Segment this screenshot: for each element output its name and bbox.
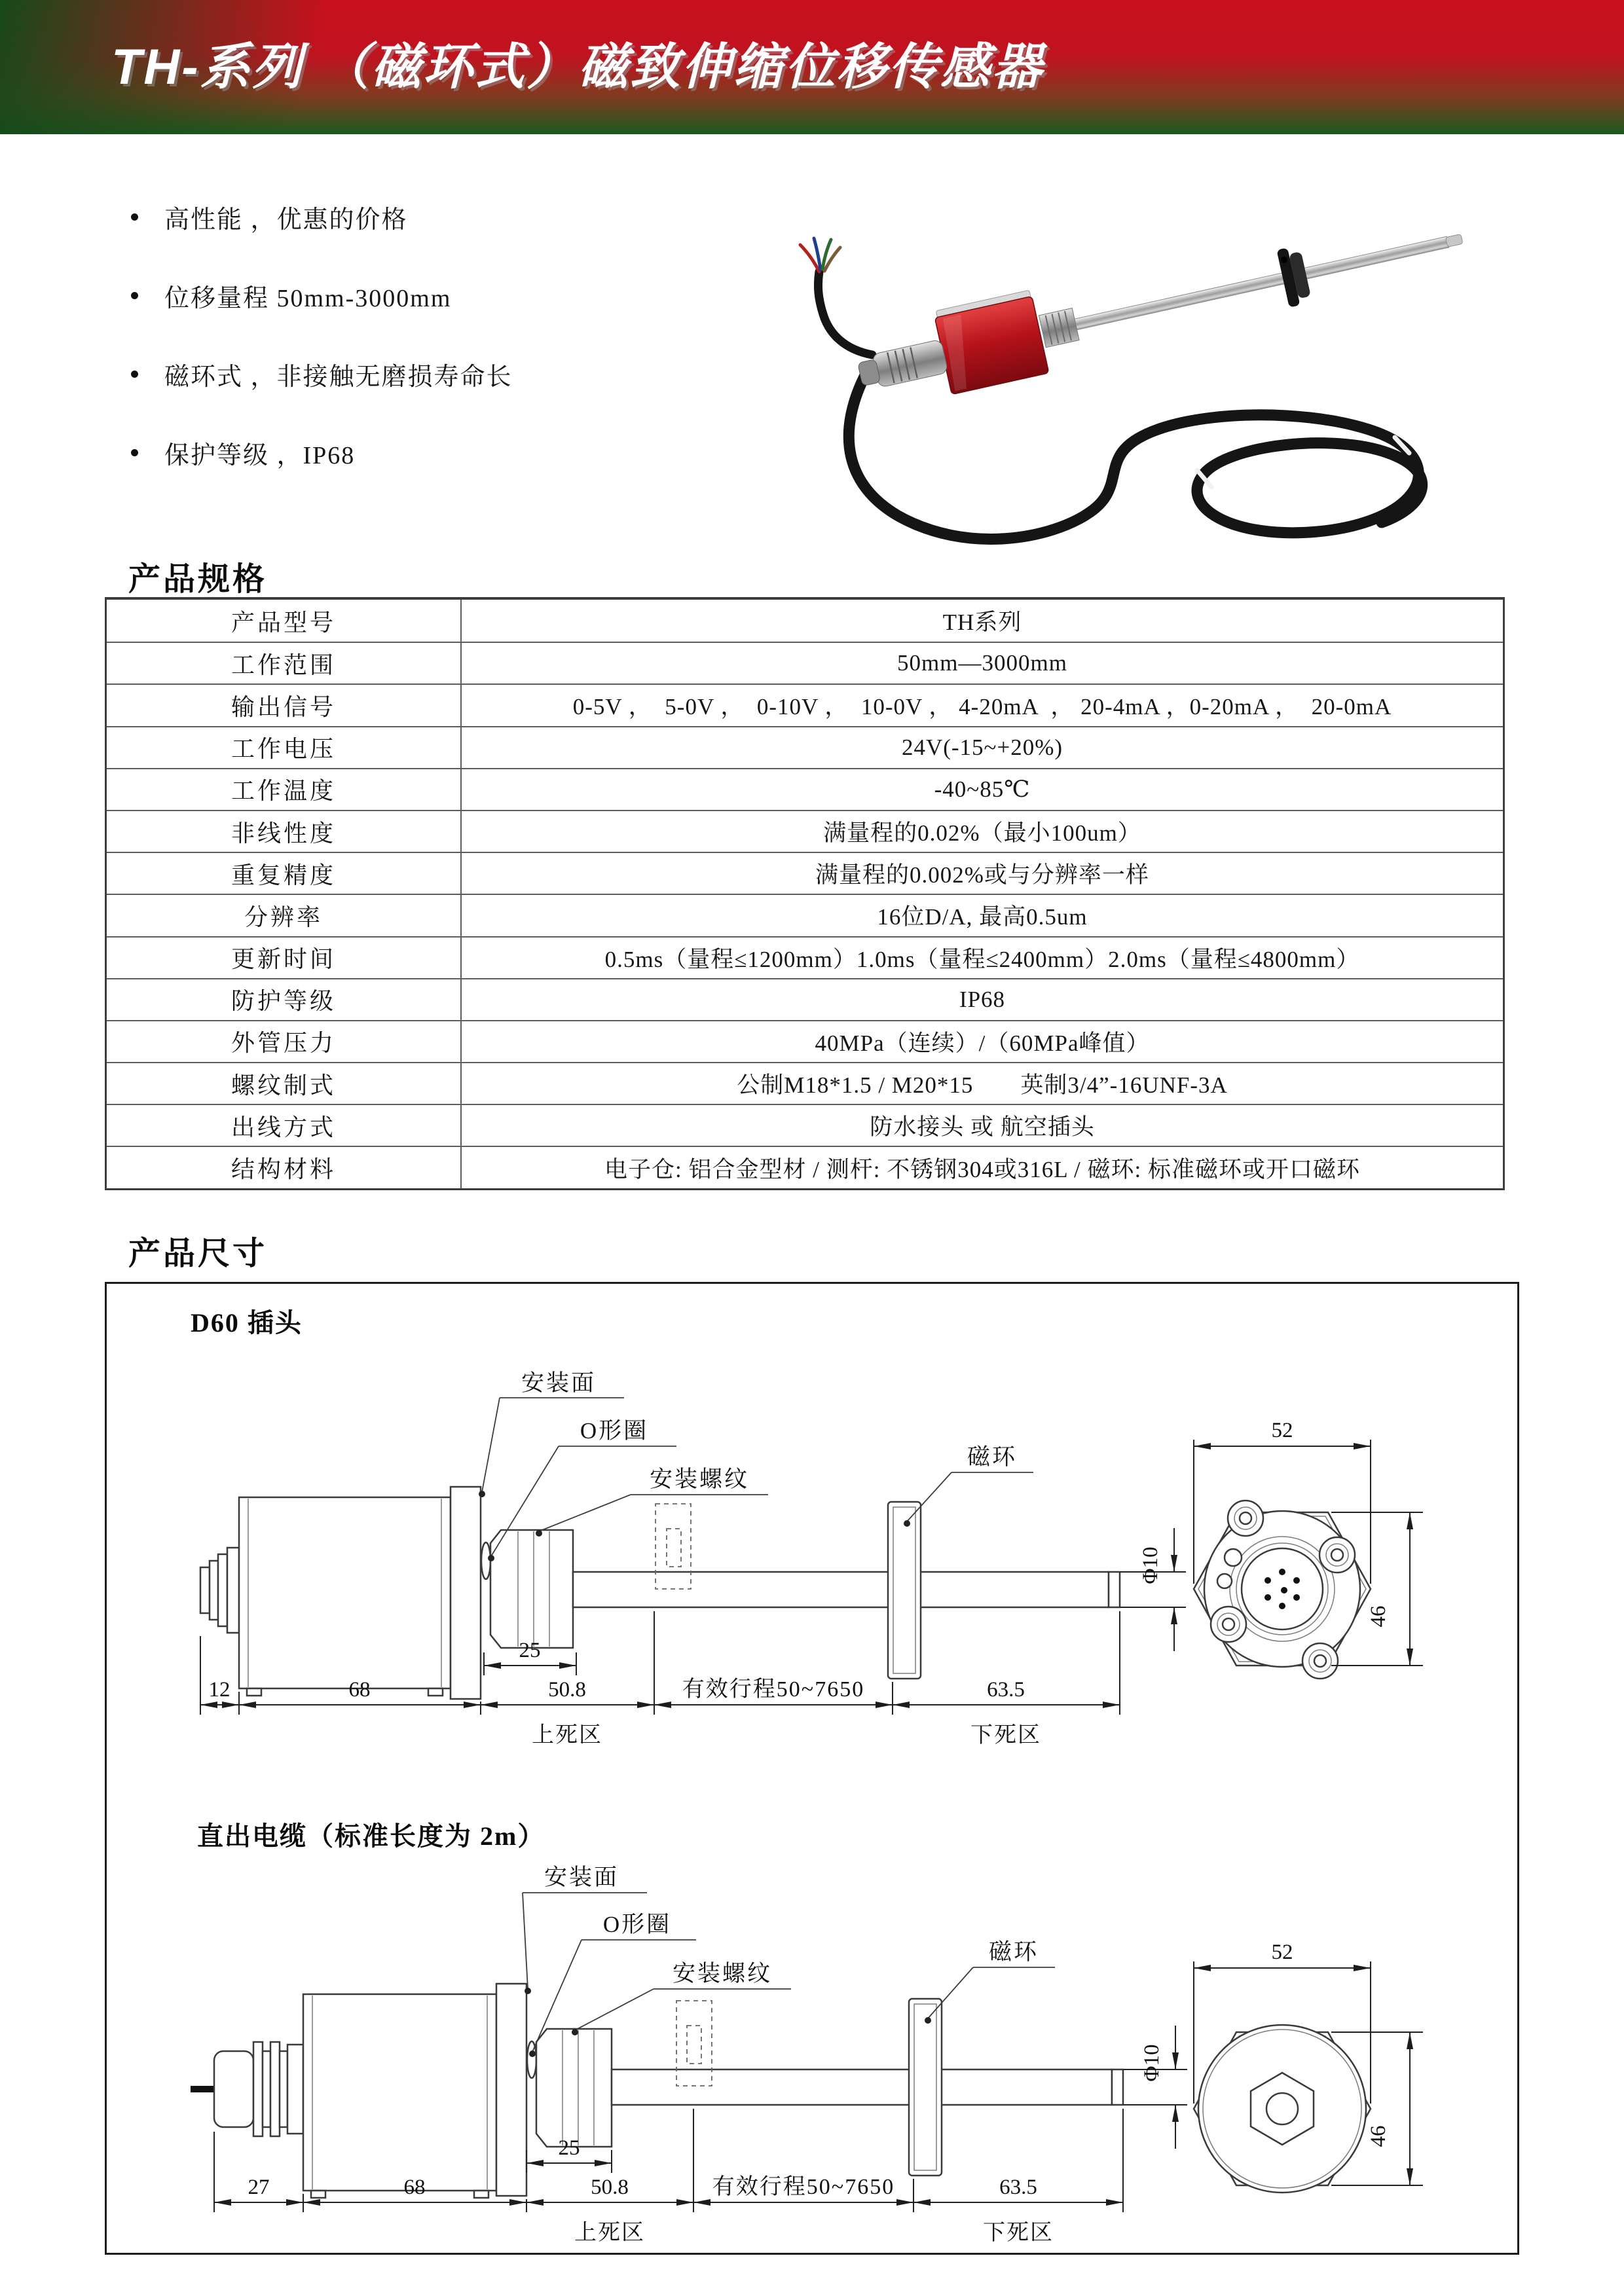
spec-value: 0.5ms（量程≤1200mm）1.0ms（量程≤2400mm）2.0ms（量程≤4800mm） — [604, 946, 1360, 972]
dim-seg1: 12 — [208, 1678, 231, 1702]
thread-block — [536, 2029, 612, 2147]
upper-dead-zone-label: 上死区 — [574, 2221, 645, 2245]
dimensions-box — [105, 1282, 1519, 2255]
end-height-dim: 46 — [1367, 1605, 1390, 1628]
spec-value: 满量程的0.002%或与分辨率一样 — [815, 862, 1149, 888]
spec-value: 公制M18*1.5 / M20*15 英制3/4”-16UNF-3A — [737, 1072, 1228, 1099]
spec-value: TH系列 — [942, 610, 1022, 636]
end-view — [1194, 1941, 1423, 2193]
spec-label: 产品型号 — [107, 600, 462, 642]
sensor-rod — [1057, 236, 1449, 334]
mounting-flange — [451, 1487, 481, 1699]
spec-label: 防护等级 — [107, 979, 462, 1020]
feature-item — [131, 202, 513, 232]
spec-value: 0-5V ， 5-0V ， 0-10V ， 10-0V ， 4-20mA ， 20-4mA ，0-20mA ， 20-0mA — [572, 694, 1392, 720]
label-mounting-face: 安装面 — [544, 1865, 619, 1890]
end-height-dim: 46 — [1367, 2125, 1390, 2147]
spec-value: 50mm—3000mm — [897, 650, 1067, 676]
label-o-ring: O形圈 — [602, 1912, 672, 1937]
spec-label: 工作范围 — [107, 643, 462, 683]
spec-label: 工作温度 — [107, 769, 462, 810]
end-width-dim: 52 — [1271, 1941, 1293, 1964]
wire-ends — [800, 238, 840, 272]
cable-loop — [849, 367, 1422, 539]
feature-text: 高性能 ，优惠的价格 — [164, 206, 408, 234]
table-row — [107, 642, 1503, 683]
label-mounting-face: 安装面 — [521, 1370, 597, 1396]
diagram2-subtitle: 直出电缆（标准长度为 2m） — [197, 1821, 545, 1851]
table-row — [107, 1062, 1503, 1104]
dim-dead-lower: 63.5 — [999, 2176, 1037, 2199]
magnet-ring — [909, 1999, 942, 2176]
rod-dia-dim — [1120, 1528, 1186, 1651]
spec-label: 结构材料 — [107, 1147, 462, 1188]
product-photo — [629, 139, 1500, 558]
end-view — [1194, 1419, 1423, 1679]
table-row — [107, 1020, 1503, 1062]
spec-label: 更新时间 — [107, 938, 462, 978]
diagram1-subtitle: D60 插头 — [191, 1308, 303, 1338]
spec-label: 分辨率 — [107, 895, 462, 936]
dim-stroke: 有效行程50~7650 — [712, 2175, 895, 2199]
feature-text: 磁环式 ，非接触无磨损寿命长 — [164, 363, 513, 391]
spec-label: 外管压力 — [107, 1021, 462, 1062]
feature-item — [131, 359, 513, 389]
feature-list — [131, 202, 513, 516]
d60-connector — [200, 1548, 239, 1633]
spec-value: 电子仓: 铝合金型材 / 测杆: 不锈钢304或316L / 磁环: 标准磁环或开口磁环 — [604, 1156, 1360, 1182]
label-mounting-thread: 安装螺纹 — [672, 1961, 773, 1986]
rod-tip — [1445, 234, 1463, 247]
spec-label: 出线方式 — [107, 1105, 462, 1146]
rod — [573, 1572, 1120, 1607]
label-magnet-ring: 磁环 — [967, 1444, 1018, 1470]
lower-dead-zone-label: 下死区 — [970, 1723, 1041, 1747]
cable-wire-branch — [818, 272, 872, 355]
o-ring-shape — [481, 1542, 490, 1579]
electronics-body — [239, 1497, 451, 1696]
mounting-flange — [496, 1984, 526, 2196]
specs-section-title: 产品规格 — [128, 562, 268, 597]
spec-value: 40MPa（连续）/（60MPa峰值） — [815, 1030, 1150, 1056]
spec-value: 24V(-15~+20%) — [901, 734, 1063, 760]
table-row — [107, 768, 1503, 810]
upper-dead-zone-label: 上死区 — [532, 1723, 602, 1747]
diagram2-drawing — [107, 1834, 1521, 2253]
table-row — [107, 852, 1503, 894]
dims-section-title: 产品尺寸 — [128, 1236, 268, 1271]
table-row — [107, 936, 1503, 978]
bullet-icon — [131, 371, 138, 378]
table-row — [107, 1104, 1503, 1146]
dim-thread: 25 — [519, 1639, 541, 1662]
table-row — [107, 894, 1503, 936]
magnet-ring — [888, 1502, 921, 1679]
dim-thread: 25 — [558, 2136, 580, 2160]
page-title: TH-系列 （磁环式）磁致伸缩位移传感器 — [111, 39, 1044, 95]
table-row — [107, 810, 1503, 852]
dim-seg1: 27 — [248, 2176, 270, 2199]
rod-dia-dim — [1123, 2026, 1187, 2149]
spec-label: 螺纹制式 — [107, 1063, 462, 1104]
feature-text: 保护等级 ，IP68 — [164, 441, 356, 469]
table-row — [107, 726, 1503, 768]
bullet-icon — [131, 292, 138, 299]
table-row — [107, 1146, 1503, 1188]
spec-value: -40~85℃ — [934, 776, 1031, 802]
spec-value: 满量程的0.02%（最小100um） — [823, 820, 1141, 847]
connector-barrel — [872, 339, 948, 388]
bullet-icon — [131, 449, 138, 456]
dim-dead-upper: 50.8 — [591, 2176, 629, 2199]
end-width-dim: 52 — [1271, 1419, 1293, 1442]
label-rod-dia: Φ10 — [1139, 1546, 1162, 1584]
diagram1-drawing — [107, 1335, 1521, 1760]
sensor-assembly — [850, 196, 1471, 413]
label-mounting-thread: 安装螺纹 — [649, 1467, 750, 1492]
spec-label: 重复精度 — [107, 853, 462, 894]
thread-block — [490, 1530, 573, 1648]
dim-seg2: 68 — [403, 2176, 426, 2199]
table-row — [107, 600, 1503, 642]
side-view — [191, 1984, 1123, 2198]
header-banner — [0, 0, 1624, 134]
lower-dead-zone-label: 下死区 — [983, 2221, 1054, 2245]
label-rod-dia: Φ10 — [1140, 2044, 1164, 2082]
feature-item — [131, 280, 513, 310]
label-magnet-ring: 磁环 — [988, 1939, 1039, 1965]
spec-table — [105, 597, 1505, 1190]
feature-text: 位移量程 50mm-3000mm — [164, 284, 452, 312]
bullet-icon — [131, 213, 138, 221]
dim-seg2: 68 — [348, 1678, 371, 1702]
table-row — [107, 683, 1503, 725]
dim-dead-lower: 63.5 — [987, 1678, 1025, 1702]
electronics-body — [303, 1994, 496, 2198]
side-view — [200, 1487, 1120, 1699]
feature-item — [131, 437, 513, 467]
rod — [612, 2069, 1123, 2105]
dim-stroke: 有效行程50~7650 — [682, 1677, 865, 1702]
spec-value: IP68 — [959, 986, 1006, 1012]
spec-label: 非线性度 — [107, 811, 462, 852]
spec-label: 工作电压 — [107, 727, 462, 768]
table-row — [107, 978, 1503, 1020]
label-o-ring: O形圈 — [580, 1418, 649, 1444]
cable-gland — [191, 2042, 303, 2136]
spec-value: 防水接头 或 航空插头 — [870, 1114, 1095, 1140]
spec-label: 输出信号 — [107, 685, 462, 725]
dim-dead-upper: 50.8 — [548, 1678, 586, 1702]
spec-value: 16位D/A, 最高0.5um — [877, 904, 1088, 930]
